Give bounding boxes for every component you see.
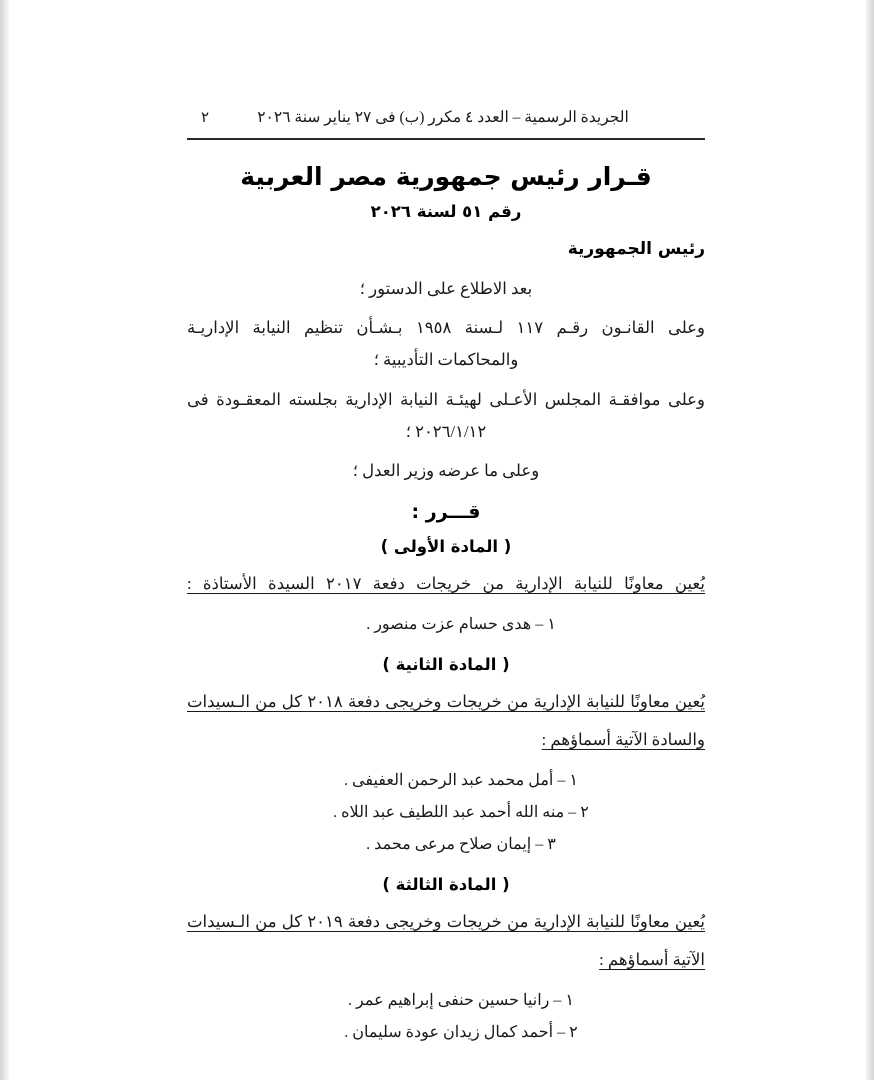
- page-edge-left: [0, 0, 9, 1080]
- article-three-lead-tail: الآتية أسماؤهم :: [599, 950, 705, 970]
- article-three-lead: يُعين معاونًا للنيابة الإدارية من خريجات وخريجى دفعة ٢٠١٩ كل من الـسيدات: [187, 912, 706, 932]
- preamble-clause-3: وعلى موافقـة المجلس الأعـلى لهيئـة النيابة الإدارية بجلسته المعقـودة فى ٢٠٢٦/١/١٢ ؛: [187, 389, 705, 441]
- preamble: [187, 273, 705, 487]
- article-two-body: [187, 685, 705, 861]
- list-item: ٣ – إيمان صلاح مرعى محمد .: [366, 836, 556, 854]
- list-item: ٢ – أحمد كمال زيدان عودة سليمان .: [344, 1024, 578, 1042]
- preamble-clause-4: وعلى ما عرضه وزير العدل ؛: [352, 460, 540, 480]
- article-three-heading: ( المادة الثالثة ): [382, 875, 510, 895]
- article-one: [187, 537, 705, 641]
- article-three-name-list: [187, 985, 705, 1049]
- list-item: ١ – رانيا حسين حنفى إبراهيم عمر .: [348, 992, 574, 1010]
- preamble-clause-2: وعلى القانـون رقـم ١١٧ لـسنة ١٩٥٨ بـشـأن تنظيم النيابة الإداريـة والمحاكمات التأديبية ؛: [187, 318, 705, 370]
- article-one-name-list: [187, 609, 705, 641]
- article-one-lead: يُعين معاونًا للنيابة الإدارية من خريجات دفعة ٢٠١٧ السيدة الأستاذة :: [187, 574, 705, 594]
- decree-number: رقم ٥١ لسنة ٢٠٢٦: [370, 202, 522, 221]
- gazette-issue-line: الجريدة الرسمية – العدد ٤ مكرر (ب) فى ٢٧ يناير سنة ٢٠٢٦: [257, 109, 629, 126]
- article-two-lead: يُعين معاونًا للنيابة الإدارية من خريجات وخريجى دفعة ٢٠١٨ كل من الـسيدات: [187, 692, 706, 712]
- document-sheet: [9, 0, 865, 1080]
- list-item: ٢ – منه الله أحمد عبد اللطيف عبد اللاه .: [333, 804, 589, 822]
- list-item: ١ – هدى حسام عزت منصور .: [366, 616, 556, 634]
- article-one-body: [187, 567, 705, 641]
- page-title: قـرار رئيس جمهورية مصر العربية: [240, 162, 652, 191]
- article-two-heading: ( المادة الثانية ): [382, 655, 510, 675]
- page-edge-right: [865, 0, 874, 1080]
- article-two: [187, 655, 705, 861]
- article-three-body: [187, 905, 705, 1049]
- article-two-name-list: [187, 765, 705, 861]
- article-three: [187, 875, 705, 1049]
- article-one-heading: ( المادة الأولى ): [380, 537, 512, 557]
- header-divider: [187, 138, 705, 140]
- running-head: [187, 108, 705, 127]
- preamble-clause-1: بعد الاطلاع على الدستور ؛: [359, 279, 533, 298]
- article-two-lead-tail: والسادة الآتية أسماؤهم :: [541, 730, 705, 750]
- document-content: [187, 108, 705, 1049]
- issuing-authority: رئيس الجمهورية: [567, 239, 705, 259]
- decided-label: قـــرر :: [411, 501, 481, 524]
- list-item: ١ – أمل محمد عبد الرحمن العفيفى .: [344, 772, 578, 790]
- page-number: ٢: [201, 110, 210, 126]
